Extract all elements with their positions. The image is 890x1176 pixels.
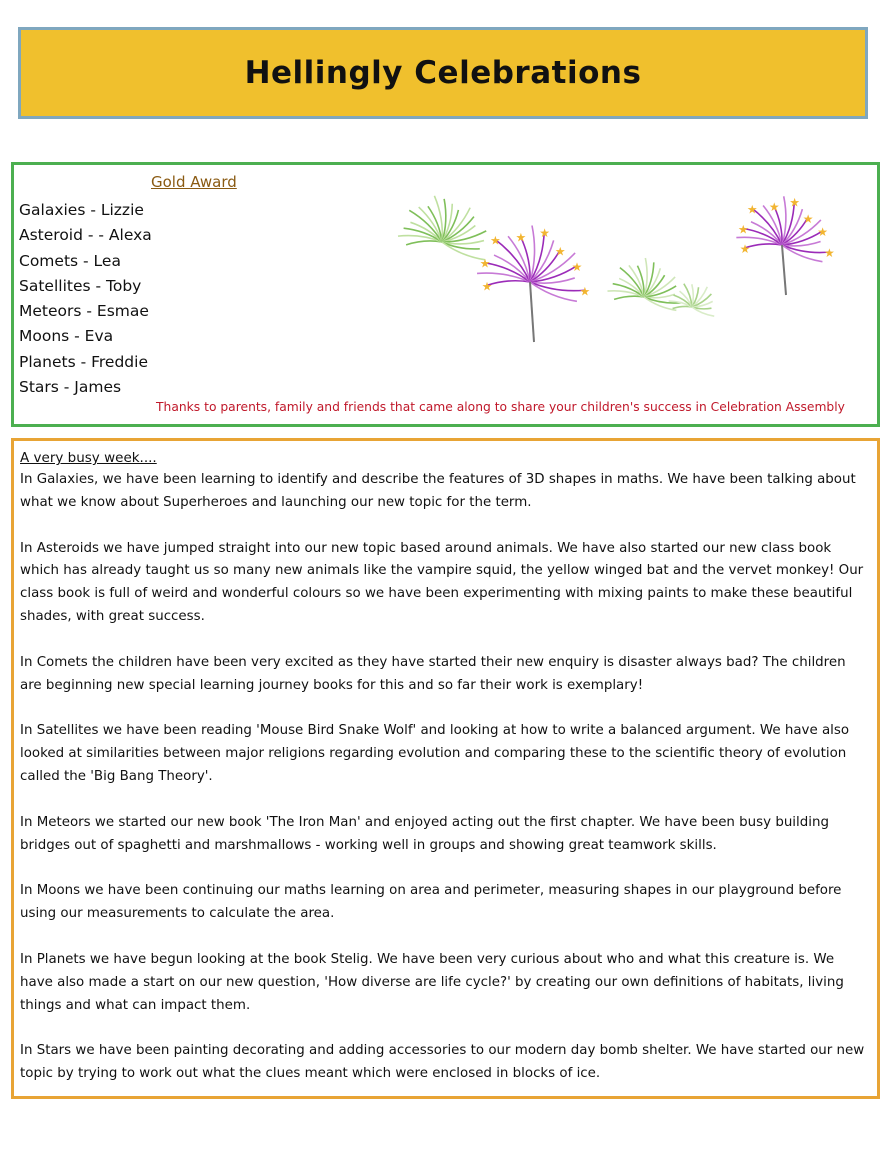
star-icon: ★ (515, 230, 527, 245)
star-icon: ★ (579, 284, 591, 299)
class-paragraph: In Meteors we started our new book 'The Iron Man' and enjoyed acting out the first chapter. We have been busy building bridges out of spaghetti and marshmallows - working well in groups and showing great teamwork skills. (20, 814, 829, 853)
star-icon: ★ (571, 259, 583, 274)
thanks-message: Thanks to parents, family and friends that came along to share your children's success in Celebration Assembly (156, 400, 845, 414)
award-item: Galaxies - Lizzie (19, 201, 144, 219)
purple-firework-icon (736, 196, 834, 295)
star-icon: ★ (539, 225, 550, 240)
class-paragraph: In Planets we have begun looking at the book Stelig. We have been very curious about who and what this creature is. We have also made a start on our new question, 'How diverse are life cycle?' by creating our own definitions of habitats, living things and what can impact them. (20, 951, 844, 1013)
class-paragraph: In Galaxies, we have been learning to identify and describe the features of 3D shapes in maths. We have been talking about what we know about Superheroes and launching our new topic for the term. (20, 472, 856, 510)
purple-firework-icon (477, 225, 590, 342)
star-icon: ★ (479, 256, 491, 271)
award-item: Asteroid - - Alexa (19, 226, 152, 245)
star-icon: ★ (768, 199, 780, 214)
star-icon: ★ (823, 246, 835, 261)
star-icon: ★ (739, 241, 751, 256)
class-paragraph: In Comets the children have been very excited as they have started their new enquiry is disaster always bad? The children are beginning new special learning journey books for this and so far their work is exemplary! (20, 654, 846, 693)
class-paragraph: In Moons we have been continuing our maths learning on area and perimeter, measuring shapes in our playground before using our measurements to calculate the area. (20, 883, 842, 922)
star-icon: ★ (481, 279, 493, 294)
star-icon: ★ (737, 222, 749, 237)
green-firework-icon (398, 196, 486, 260)
award-item: Stars - James (19, 378, 122, 397)
star-icon: ★ (490, 233, 501, 248)
firework-ray (673, 306, 692, 308)
page-title: Hellingly Celebrations (244, 55, 642, 91)
award-item: Meteors - Esmae (19, 302, 149, 321)
firework-stick (530, 282, 534, 342)
gold-award-box (11, 162, 880, 427)
award-item: Comets - Lea (19, 251, 121, 270)
class-paragraph: In Stars we have been painting decorating and adding accessories to our modern day bomb shelter. We have started our new topic by trying to work out what the clues meant which were enclosed in blocks of ice. (20, 1043, 865, 1082)
busy-week-box (11, 438, 880, 1099)
fireworks-illustration (382, 187, 835, 377)
busy-week-heading: A very busy week.... (20, 450, 157, 466)
gold-award-heading: Gold Award (151, 173, 237, 191)
class-paragraph: In Asteroids we have jumped straight into our new topic based around animals. We have also started our new class book which has already taught us so many new animals like the vampire squid, the yellow winged bat and the vervet monkey! Our class book is full of weird and wonderful colours so we have been experimenting with mixing paints to make these beautiful shades, with great success. (20, 540, 864, 624)
green-firework-icon (669, 284, 715, 316)
star-icon: ★ (554, 244, 566, 259)
star-icon: ★ (746, 202, 758, 217)
award-item: Satellites - Toby (19, 276, 142, 295)
star-icon: ★ (802, 211, 814, 226)
award-list (19, 198, 152, 400)
firework-ray (614, 296, 644, 299)
firework-ray (487, 281, 530, 286)
star-icon: ★ (817, 225, 828, 240)
title-banner (18, 27, 868, 119)
award-item: Planets - Freddie (19, 352, 148, 371)
star-icon: ★ (789, 195, 801, 210)
firework-stick (782, 245, 786, 295)
award-item: Moons - Eva (19, 327, 114, 346)
class-paragraph: In Satellites we have been reading 'Mouse Bird Snake Wolf' and looking at how to write a balanced argument. We have also looked at similarities between major religions regarding evolution and comparing these to the scientific theory of evolution called the 'Big Bang Theory'. (20, 723, 850, 784)
firework-ray (406, 241, 442, 245)
green-firework-icon (607, 258, 681, 310)
